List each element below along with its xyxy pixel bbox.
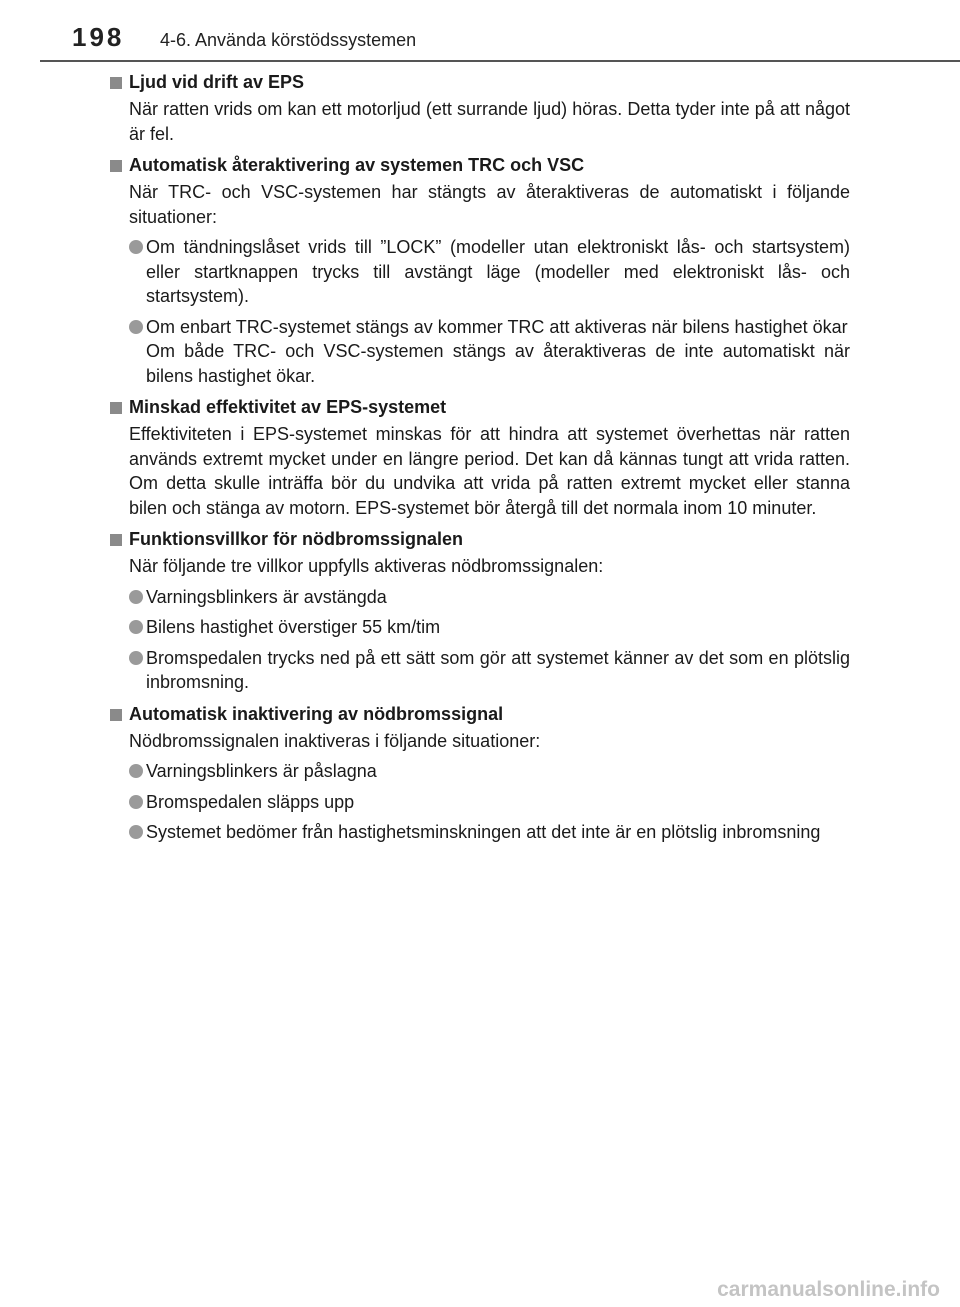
list-item [129,235,850,309]
list-item-text [146,235,850,309]
list-item [129,585,850,610]
square-bullet-icon [110,77,122,89]
section-paragraph: När TRC- och VSC-systemen har stängts av återaktiveras de automatiskt i följande situationer: [129,182,850,227]
section-paragraph: Nödbromssignalen inaktiveras i följande situationer: [129,730,541,751]
section-paragraph: När ratten vrids om kan ett motorljud (ett surrande ljud) höras. Detta tyder inte på att något är fel. [129,99,850,144]
section-title: Funktionsvillkor för nödbromssignalen [129,529,464,549]
list-item-line: Om både TRC- och VSC-systemen stängs av återaktiveras de inte automatiskt när bilens hastighet ökar. [146,341,850,386]
list-item-text [146,646,850,695]
bullet-list [110,585,850,695]
circle-bullet-icon [129,795,143,809]
page-number: 198 [72,22,125,52]
circle-bullet-icon [129,651,143,665]
section [110,70,850,146]
list-item-line: Varningsblinkers är påslagna [146,761,377,781]
list-item-line: Om tändningslåset vrids till ”LOCK” (modeller utan elektroniskt lås- och startsystem) eller startknappen trycks till avstängt läge (modeller med elektroniskt lås- och startsystem). [146,237,850,306]
list-item-line: Om enbart TRC-systemet stängs av kommer TRC att aktiveras när bilens hastighet ökar [146,316,848,337]
square-bullet-icon [110,160,122,172]
list-item-line: Bromspedalen släpps upp [146,791,355,812]
list-item-line: Bromspedalen trycks ned på ett sätt som gör att systemet känner av det som en plötslig inbromsning. [146,647,850,692]
circle-bullet-icon [129,320,143,334]
list-item [129,315,850,389]
header-divider [40,60,960,62]
section-paragraph: Effektiviteten i EPS-systemet minskas för att hindra att systemet överhettas när ratten används extremt mycket under en längre period. Det kan då kännas tungt att vrida ratten. Om detta skulle inträffa bör du undvika att vrida på ratten extremt mycket eller stanna bilen och stänga av motorn. EPS-systemet bör återgå till det normala inom 10 minuter. [129,424,850,518]
circle-bullet-icon [129,620,143,634]
bullet-list [110,759,850,845]
section-heading [110,395,850,419]
list-item-text [146,820,850,845]
square-bullet-icon [110,709,122,721]
section-title: Ljud vid drift av EPS [129,72,305,92]
list-item [129,790,850,815]
section [110,395,850,520]
section-heading [110,702,850,726]
list-item-text [146,790,850,815]
list-item-text [146,615,850,640]
watermark: carmanualsonline.info [717,1278,940,1301]
list-item-text [146,585,850,610]
square-bullet-icon [110,402,122,414]
section-title: Automatisk inaktivering av nödbromssignal [129,703,504,724]
list-item-line: Systemet bedömer från hastighetsminskningen att det inte är en plötslig inbromsning [146,822,821,842]
section [110,153,850,388]
list-item [129,820,850,845]
circle-bullet-icon [129,764,143,778]
circle-bullet-icon [129,240,143,254]
circle-bullet-icon [129,590,143,604]
circle-bullet-icon [129,825,143,839]
list-item [129,615,850,640]
section-heading [110,527,850,551]
chapter-title: 4-6. Använda körstödssystemen [160,30,417,50]
section-title: Minskad effektivitet av EPS-systemet [129,397,447,417]
page-header [0,0,960,62]
list-item-text [146,315,850,389]
section-heading [110,153,850,177]
section-paragraph: När följande tre villkor uppfylls aktiveras nödbromssignalen: [129,556,604,576]
list-item-line: Bilens hastighet överstiger 55 km/tim [146,617,441,637]
page-content [110,70,850,852]
square-bullet-icon [110,534,122,546]
list-item-line: Varningsblinkers är avstängda [146,586,387,607]
bullet-list [110,235,850,388]
section-heading [110,70,850,94]
list-item [129,646,850,695]
section-title: Automatisk återaktivering av systemen TRC och VSC [129,155,585,175]
list-item [129,759,850,784]
list-item-text [146,759,850,784]
section [110,702,850,845]
section [110,527,850,695]
